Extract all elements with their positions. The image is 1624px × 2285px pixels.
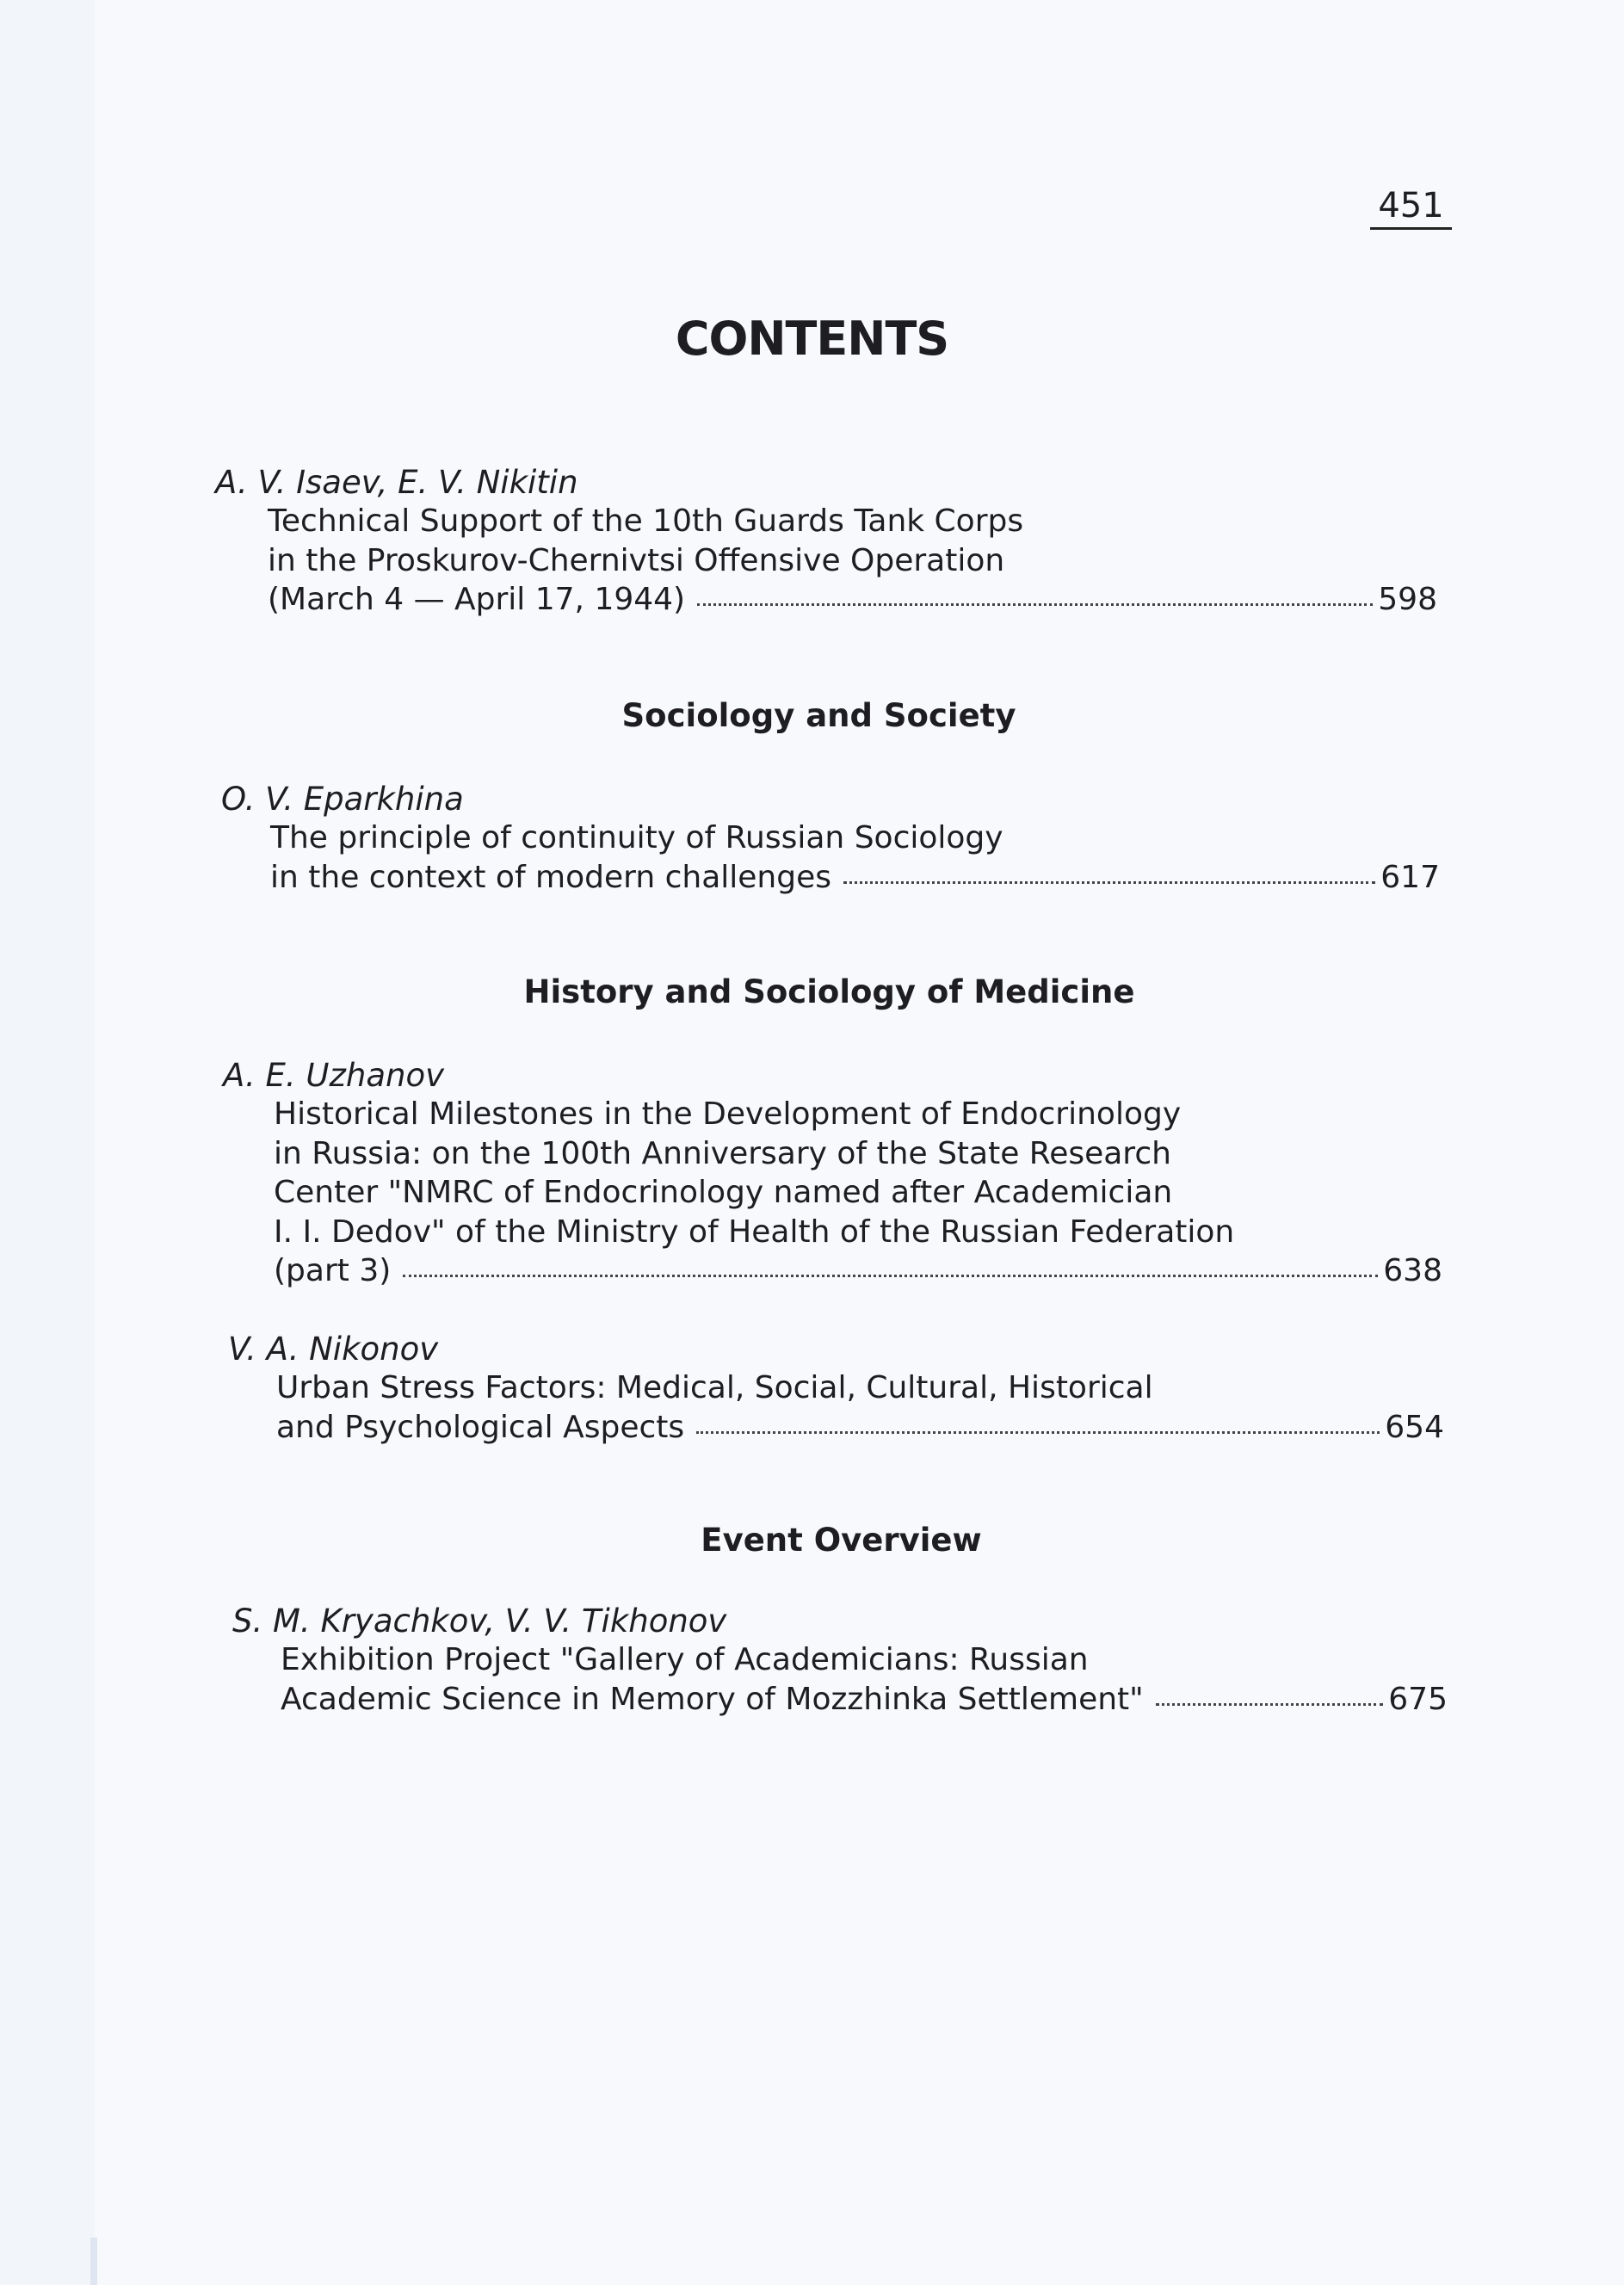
dot-leader	[696, 1431, 1380, 1434]
dot-leader	[697, 603, 1373, 606]
dot-leader	[403, 1275, 1378, 1277]
section-heading: Event Overview	[701, 1522, 982, 1559]
entry-authors: V. A. Nikonov	[228, 1331, 439, 1368]
entry-title-line: in Russia: on the 100th Anniversary of the State Research	[274, 1135, 1171, 1171]
toc-entry[interactable]	[215, 463, 1437, 620]
dot-leader	[843, 881, 1375, 884]
toc-entry[interactable]	[221, 780, 1440, 897]
entry-page: 654	[1385, 1409, 1444, 1445]
entry-title-line: in the context of modern challenges	[270, 859, 831, 895]
entry-title-line: Technical Support of the 10th Guards Tank Corps	[268, 503, 1024, 539]
entry-authors: A. V. Isaev, E. V. Nikitin	[215, 464, 578, 501]
entry-title-line: (part 3)	[274, 1253, 392, 1288]
entry-title-line: (March 4 — April 17, 1944)	[268, 582, 686, 617]
entry-page: 617	[1380, 859, 1440, 895]
entry-authors: S. M. Kryachkov, V. V. Tikhonov	[232, 1603, 727, 1640]
entry-title-line: Urban Stress Factors: Medical, Social, Cultural, Historical	[276, 1370, 1153, 1405]
page-number: 451	[1370, 186, 1452, 230]
entry-title-line: and Psychological Aspects	[276, 1409, 685, 1445]
entry-authors: A. E. Uzhanov	[223, 1057, 445, 1094]
entry-title-line: I. I. Dedov" of the Ministry of Health of the Russian Federation	[274, 1214, 1235, 1250]
entry-page: 675	[1388, 1681, 1448, 1717]
entry-title-line: in the Proskurov-Chernivtsi Offensive Operation	[268, 542, 1005, 578]
entry-title-line: Academic Science in Memory of Mozzhinka Settlement"	[281, 1681, 1144, 1717]
entry-title-line: Historical Milestones in the Development of Endocrinology	[274, 1096, 1182, 1132]
entry-authors: O. V. Eparkhina	[221, 781, 464, 818]
page-title: CONTENTS	[675, 312, 949, 366]
section-heading: History and Sociology of Medicine	[523, 973, 1135, 1010]
entry-page: 638	[1383, 1253, 1442, 1288]
scan-margin-mark	[90, 2238, 97, 2285]
toc-entry[interactable]	[232, 1602, 1448, 1719]
toc-entry[interactable]	[223, 1056, 1442, 1291]
dot-leader	[1156, 1703, 1384, 1706]
entry-page: 598	[1378, 582, 1437, 617]
entry-title-line: Exhibition Project "Gallery of Academicians: Russian	[281, 1642, 1089, 1677]
section-heading: Sociology and Society	[621, 697, 1016, 734]
entry-title-line: The principle of continuity of Russian Sociology	[270, 820, 1003, 855]
toc-entry[interactable]	[228, 1330, 1444, 1447]
entry-title-line: Center "NMRC of Endocrinology named after Academician	[274, 1175, 1173, 1210]
